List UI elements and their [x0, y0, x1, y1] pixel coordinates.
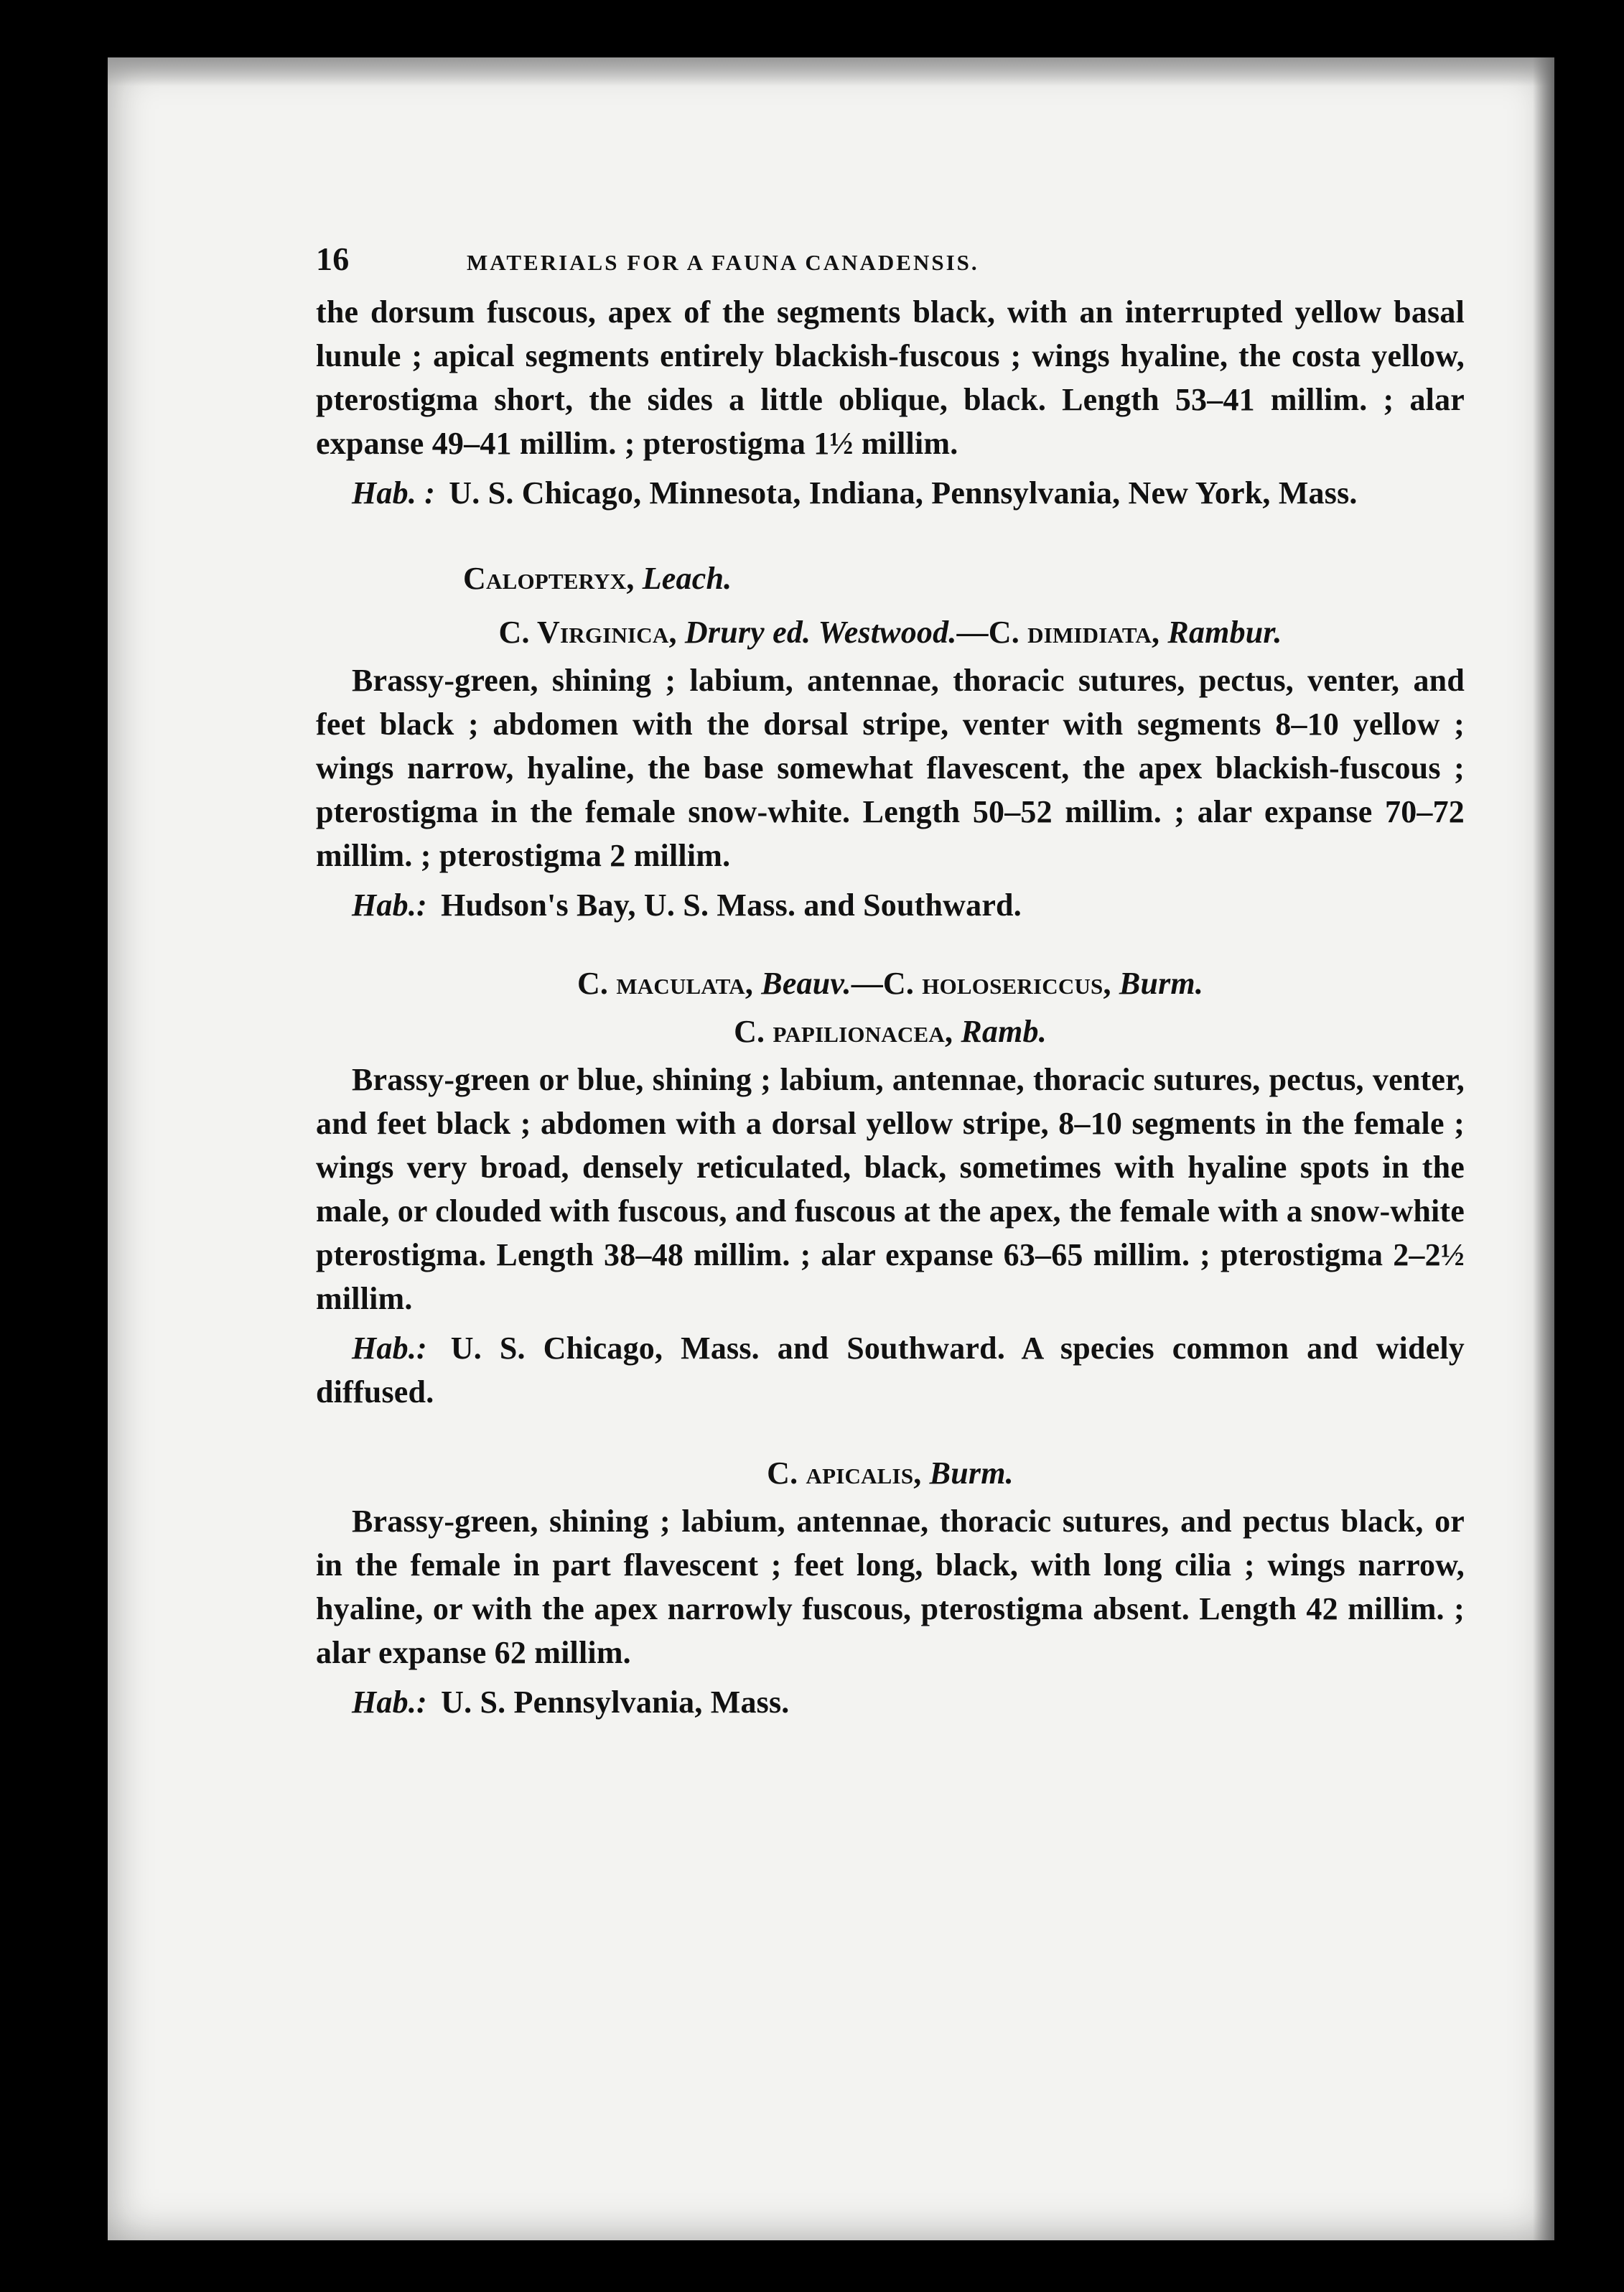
intro-description: the dorsum fuscous, apex of the segments black, with an interrupted yellow basal lunule ; apical segments entirely blackish-fuscous ; wings hyaline, the costa yellow, pterostigma short, the sides a little oblique, black. Length 53–41 millim. ; alar expanse 49–41 millim. ; pterostigma 1½ millim. — [316, 294, 1465, 461]
scanned-page — [108, 57, 1554, 2240]
running-head — [316, 237, 1465, 284]
species-heading — [316, 961, 1465, 1005]
species-habitat — [316, 883, 1465, 927]
species-name: C. maculata, — [577, 966, 754, 1001]
species-description: Brassy-green, shining ; labium, antennae, thoracic sutures, and pectus black, or in the female in part flavescent ; feet long, black, with long cilia ; wings narrow, hyaline, or with the apex narrowly fuscous, pterostigma absent. Length 42 millim. ; alar expanse 62 millim. — [316, 1504, 1465, 1670]
hab-text: U. S. Pennsylvania, Mass. — [441, 1685, 790, 1720]
species-author: Drury ed. Westwood. — [684, 615, 957, 650]
synonym-author: Ramb. — [961, 1014, 1047, 1049]
synonym-name: —C. dimidiata, — [956, 615, 1160, 650]
running-title: MATERIALS FOR A FAUNA CANADENSIS. — [467, 250, 979, 275]
page-text-block — [316, 237, 1465, 1724]
species-heading — [316, 610, 1465, 654]
species-description: Brassy-green or blue, shining ; labium, antennae, thoracic sutures, pectus, venter, and feet black ; abdomen with a dorsal yellow stripe, 8–10 segments in the female ; wings very broad, densely reticulated, black, sometimes with hyaline spots in the male, or clouded with fuscous, and fuscous at the apex, the female with a snow-white pterostigma. Length 38–48 millim. ; alar expanse 63–65 millim. ; pterostigma 2–2½ millim. — [316, 1062, 1465, 1316]
genus-name: Calopteryx, — [463, 561, 635, 596]
genus-heading — [316, 556, 1465, 600]
species-author: Beauv. — [761, 966, 851, 1001]
genus-author: Leach. — [642, 561, 732, 596]
synonym-line — [316, 1010, 1465, 1053]
species-name: C. Virginica, — [498, 615, 677, 650]
hab-text: U. S. Chicago, Minnesota, Indiana, Pennsylvania, New York, Mass. — [449, 475, 1358, 511]
intro-habitat — [316, 471, 1465, 515]
hab-label: Hab. : — [352, 475, 436, 511]
hab-text: U. S. Chicago, Mass. and Southward. A species common and widely diffused. — [316, 1331, 1465, 1410]
page-number: 16 — [316, 241, 350, 277]
species-habitat — [316, 1680, 1465, 1724]
species-description: Brassy-green, shining ; labium, antennae, thoracic sutures, pectus, venter, and feet black ; abdomen with the dorsal stripe, venter with segments 8–10 yellow ; wings narrow, hyaline, the base somewhat flavescent, the apex blackish-fuscous ; pterostigma in the female snow-white. Length 50–52 millim. ; alar expanse 70–72 millim. ; pterostigma 2 millim. — [316, 663, 1465, 873]
synonym-name: —C. holosericcus, — [851, 966, 1111, 1001]
synonym-author: Burm. — [1119, 966, 1204, 1001]
synonym-name: C. papilionacea, — [734, 1014, 953, 1049]
hab-text: Hudson's Bay, U. S. Mass. and Southward. — [441, 888, 1022, 923]
hab-label: Hab.: — [352, 1331, 427, 1366]
hab-label: Hab.: — [352, 1685, 427, 1720]
hab-label: Hab.: — [352, 888, 427, 923]
species-name: C. apicalis, — [767, 1455, 922, 1491]
species-author: Burm. — [929, 1455, 1014, 1491]
species-heading — [316, 1451, 1465, 1495]
species-habitat — [316, 1326, 1465, 1414]
synonym-author: Rambur. — [1167, 615, 1282, 650]
